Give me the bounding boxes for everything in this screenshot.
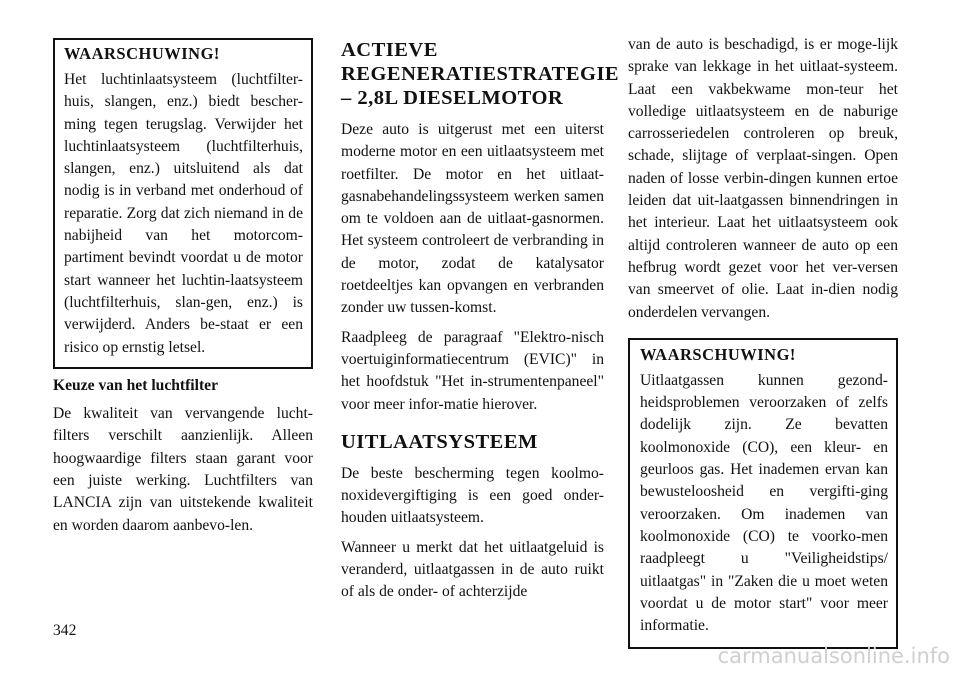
paragraph-air-filter: De kwaliteit van vervangende lucht-filters verschilt aanzienlijk. Alleen hoogwaardige filters staan garant voor een juiste werking. Luchtfilters van LANCIA zijn van uitstekende kwaliteit en worden daarom aanbevo-len. [53, 405, 313, 534]
subheading-air-filter: Keuze van het luchtfilter [53, 376, 218, 394]
paragraph-evic: Raadpleeg de paragraaf "Elektro-nisch voertuiginformatiecentrum (EVIC)" in het hoofdstuk "Het in-strumentenpaneel" voor meer infor-matie hierover. [341, 328, 604, 413]
paragraph-exhaust-inspection: van de auto is beschadigd, is er moge-lijk sprake van lekkage in het uitlaat-systeem. Laat een vakbekwame mon-teur het volledige uitlaatsysteem en de naburige carrosseriedelen controleren op breuk, schade, slijtage of verplaat-singen. Open naden of losse verbin-dingen kunnen ertoe leiden dat uit-laatgassen binnendringen in het interieur. Laat het uitlaatsysteem ook altijd controleren wanneer de auto op een hefbrug wordt gezet voor het ver-versen van smeervet of olie. Laat in-dien nodig onderdelen vervangen. [628, 36, 898, 321]
watermark: carmanualsonline.info [717, 644, 950, 668]
warning-title: WAARSCHUWING! [640, 344, 796, 364]
column-middle [341, 38, 620, 604]
warning-title: WAARSCHUWING! [64, 44, 220, 63]
warning-text: Het luchtinlaatsysteem (luchtfilter-huis, slangen, enz.) biedt bescher-ming tegen terugslag. Verwijder het luchtinlaatsysteem (luchtfilterhuis, slangen, enz.) uitsluitend als dat nodig is in verband met onderhoud of reparatie. Zorg dat zich niemand in de nabijheid van het motorcom-partiment bevindt voordat u de motor start wanneer het luchtin-laatsysteem (luchtfilterhuis, slan-gen, enz.) is verwijderd. Anders be-staat er een risico op ernstig letsel. [64, 71, 303, 356]
heading-exhaust-system: UITLAATSYSTEEM [341, 430, 538, 453]
warning-text: Uitlaatgassen kunnen gezond-heidsproblemen veroorzaken of zelfs dodelijk zijn. Ze bevatten koolmonoxide (CO), een kleur- en geurloos gas. Het inademen ervan kan bewusteloosheid en vergifti-ging veroorzaken. Om inademen van koolmonoxide (CO) te voorko-men raadpleegt u "Veiligheidstips/ uitlaatgas" in "Zaken die u moet weten voordat u de motor start" voor meer informatie. [640, 371, 888, 635]
column-left [53, 38, 313, 537]
warning-box-exhaust [628, 338, 898, 650]
column-right [628, 34, 898, 649]
warning-box-air-intake [53, 38, 313, 369]
paragraph-exhaust-noise: Wanneer u merkt dat het uitlaatgeluid is veranderd, uitlaatgassen in de auto ruikt of als de onder- of achterzijde [341, 538, 604, 601]
paragraph-co-protection: De beste bescherming tegen koolmo-noxidevergiftiging is een goed onder-houden uitlaatsysteem. [341, 464, 604, 527]
heading-active-regeneration: ACTIEVE REGENERATIESTRATEGIE – 2,8L DIESELMOTOR [341, 39, 620, 109]
paragraph-regeneration: Deze auto is uitgerust met een uiterst moderne motor en een uitlaatsysteem met roetfilter. De motor en het uitlaat-gasnabehandelingssysteem werken samen om te voldoen aan de uitlaat-gasnormen. Het systeem controleert de verbranding in de motor, zodat de katalysator roetdeeltjes kan opvangen en verbranden zonder uw tussen-komst. [341, 121, 604, 317]
page-number: 342 [53, 622, 77, 639]
